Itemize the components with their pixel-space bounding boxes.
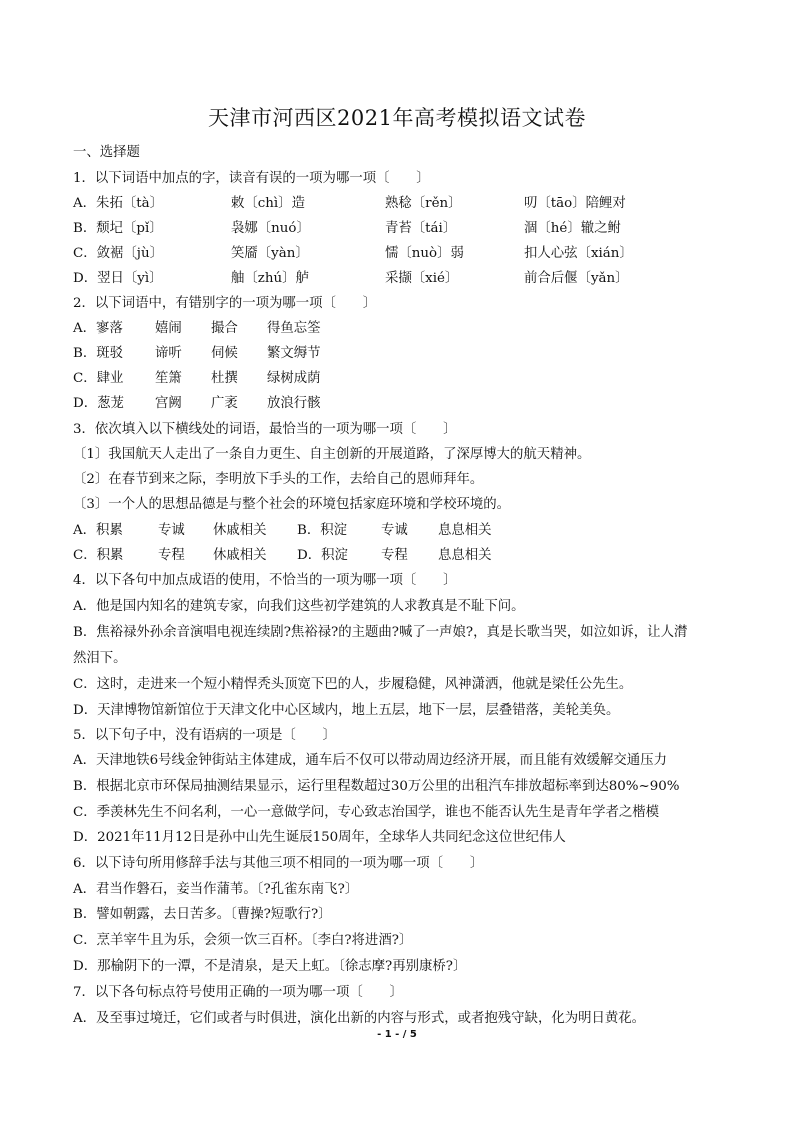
option-cell: 熟稔〔rěn〕: [385, 196, 462, 211]
question-6-option-c: C．烹羊宰牛且为乐，会须一饮三百杯。〔李白?将进酒?〕: [73, 933, 413, 948]
option-cell: 休戚相关: [213, 523, 267, 538]
question-4-option-b-continued: 然泪下。: [73, 651, 127, 666]
option-cell: 撮合: [211, 321, 238, 336]
question-2-stem: 2．以下词语中，有错别字的一项为哪一项〔 〕: [73, 296, 377, 311]
question-6-option-a: A．君当作磐石，妾当作蒲苇。〔?孔雀东南飞?〕: [73, 882, 359, 897]
question-4-option-d: D．天津博物馆新馆位于天津文化中心区域内，地上五层，地下一层，层叠错落，美轮美奂。: [73, 703, 620, 718]
option-cell: 专诚: [158, 523, 185, 538]
question-7-option-a: A．及至事过境迁，它们或者与时俱进，演化出新的内容与形式，或者抱残守缺，化为明日黄花。: [73, 1011, 646, 1026]
option-cell: 息息相关: [438, 523, 492, 538]
option-cell: 谛听: [155, 346, 182, 361]
question-3-sentence-2: 〔2〕在春节到来之际，李明放下手头的工作，去给自己的恩师拜年。: [73, 472, 484, 487]
option-cell: 青苔〔tái〕: [385, 221, 457, 236]
question-4-stem: 4．以下各句中加点成语的使用，不恰当的一项为哪一项〔 〕: [73, 573, 457, 588]
question-6-option-b: B．譬如朝露，去日苦多。〔曹操?短歌行?〕: [73, 907, 332, 922]
option-cell: 涸〔hé〕辙之鲋: [524, 221, 621, 236]
question-5-stem: 5．以下句子中，没有语病的一项是〔 〕: [73, 728, 336, 743]
option-cell: 息息相关: [438, 548, 492, 563]
option-cell: 敕〔chì〕造: [231, 196, 305, 211]
question-3-stem: 3．依次填入以下横线处的词语，最恰当的一项为哪一项〔 〕: [73, 422, 457, 437]
section-heading: 一、选择题: [73, 145, 140, 160]
option-cell: C．积累: [73, 548, 124, 563]
page-title: 天津市河西区2021年高考模拟语文试卷: [208, 106, 586, 130]
option-cell: 叨〔tāo〕陪鲤对: [524, 196, 626, 211]
question-5-option-d: D．2021年11月12日是孙中山先生诞辰150周年，全球华人共同纪念这位世纪伟人: [73, 830, 566, 845]
option-cell: 伺候: [211, 346, 238, 361]
option-cell: 杜撰: [211, 371, 238, 386]
question-5-option-b: B．根据北京市环保局抽测结果显示，运行里程数超过30万公里的出租汽车排放超标率到达80%~90%: [73, 779, 680, 794]
question-1-stem: 1．以下词语中加点的字，读音有误的一项为哪一项〔 〕: [73, 171, 430, 186]
question-6-stem: 6．以下诗句所用修辞手法与其他三项不相同的一项为哪一项〔 〕: [73, 856, 484, 871]
option-cell: A．寥落: [73, 321, 123, 336]
option-cell: 嬉闹: [155, 321, 182, 336]
question-4-option-a: A．他是国内知名的建筑专家，向我们这些初学建筑的人求教真是不耻下问。: [73, 599, 525, 614]
option-cell: 专诚: [381, 523, 408, 538]
option-cell: C．敛裾〔jù〕: [73, 246, 163, 261]
option-cell: D．葱茏: [73, 396, 124, 411]
question-4-option-b: B．焦裕禄外孙余音演唱电视连续剧?焦裕禄?的主题曲?喊了一声娘?，真是长歌当哭，如泣如诉，让人潸: [73, 625, 688, 640]
option-cell: A．积累: [73, 523, 123, 538]
question-7-stem: 7．以下各句标点符号使用正确的一项为哪一项〔 〕: [73, 985, 403, 1000]
option-cell: 笑靥〔yàn〕: [231, 246, 309, 261]
option-cell: B．斑驳: [73, 346, 124, 361]
question-3-sentence-1: 〔1〕我国航天人走出了一条自力更生、自主创新的开展道路，了深厚博大的航天精神。: [73, 447, 591, 462]
option-cell: 绿树成荫: [267, 371, 321, 386]
question-4-option-c: C．这时，走进来一个短小精悍秃头顶宽下巴的人，步履稳健，风神潇洒，他就是梁任公先生。: [73, 677, 633, 692]
option-cell: 前合后偃〔yǎn〕: [524, 271, 629, 286]
option-cell: 采撷〔xié〕: [385, 271, 459, 286]
question-6-option-d: D．那榆阴下的一潭，不是清泉，是天上虹。〔徐志摩?再别康桥?〕: [73, 959, 467, 974]
option-cell: 舳〔zhú〕舻: [231, 271, 309, 286]
option-cell: 休戚相关: [213, 548, 267, 563]
question-5-option-c: C．季羡林先生不问名利，一心一意做学问，专心致志治国学，谁也不能否认先生是青年学者之楷模: [73, 805, 660, 820]
option-cell: 专程: [158, 548, 185, 563]
option-cell: 放浪行骸: [267, 396, 321, 411]
option-cell: 广袤: [211, 396, 238, 411]
option-cell: 宫阙: [155, 396, 182, 411]
option-cell: B．积淀: [297, 523, 348, 538]
question-5-option-a: A．天津地铁6号线金钟街站主体建成，通车后不仅可以带动周边经济开展，而且能有效缓解交通压力: [73, 753, 667, 768]
option-cell: 得鱼忘筌: [267, 321, 321, 336]
option-cell: 专程: [381, 548, 408, 563]
page-number: - 1 - / 5: [377, 1029, 417, 1040]
option-cell: C．肆业: [73, 371, 124, 386]
option-cell: D．翌日〔yì〕: [73, 271, 163, 286]
option-cell: A．朱拓〔tà〕: [73, 196, 163, 211]
option-cell: 袅娜〔nuó〕: [231, 221, 310, 236]
option-cell: 扣人心弦〔xián〕: [524, 246, 633, 261]
option-cell: 懦〔nuò〕弱: [385, 246, 464, 261]
option-cell: 笙箫: [155, 371, 182, 386]
option-cell: D．积淀: [297, 548, 348, 563]
option-cell: B．颓圮〔pǐ〕: [73, 221, 163, 236]
option-cell: 繁文缛节: [267, 346, 321, 361]
question-3-sentence-3: 〔3〕一个人的思想品德是与整个社会的环境包括家庭环境和学校环境的。: [73, 497, 511, 512]
